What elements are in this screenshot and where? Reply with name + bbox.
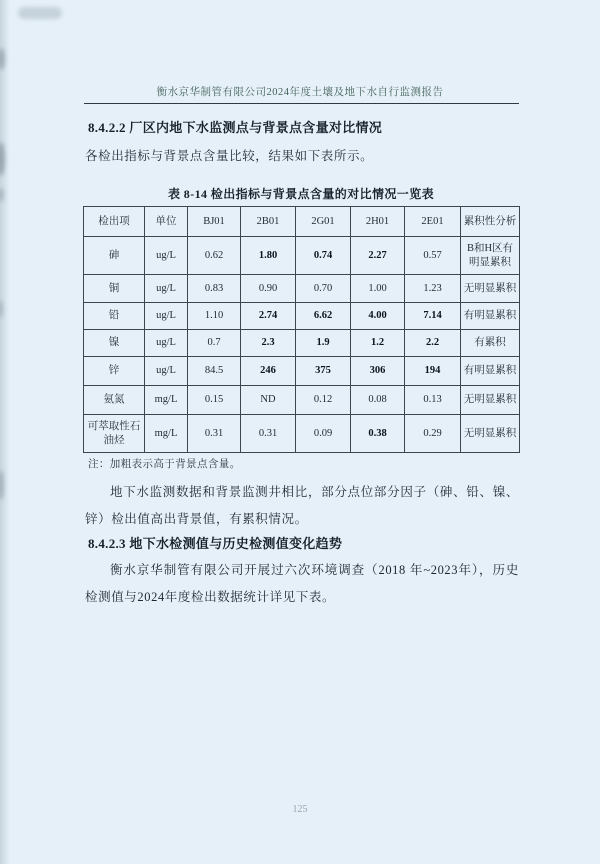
value-cell: 0.08 xyxy=(351,386,405,415)
analysis-cell: 有明显累积 xyxy=(461,303,520,330)
value-cell: 0.70 xyxy=(296,275,351,303)
unit-cell: ug/L xyxy=(145,275,188,303)
col-header-analysis: 累积性分析 xyxy=(461,207,520,237)
history-intro-paragraph: 衡水京华制管有限公司开展过六次环境调查（2018 年~2023年），历史检测值与2024年度检出数据统计详见下表。 xyxy=(85,563,519,604)
col-header-2g01: 2G01 xyxy=(296,207,351,237)
scanner-edge-shadow xyxy=(0,0,10,864)
param-cell: 氨氮 xyxy=(84,386,145,415)
running-header: 衡水京华制管有限公司2024年度土壤及地下水自行监测报告 xyxy=(156,87,444,98)
analysis-cell: 无明显累积 xyxy=(461,275,520,303)
param-cell: 可萃取性石油烃 xyxy=(84,415,145,453)
table-note: 注：加粗表示高于背景点含量。 xyxy=(88,459,241,470)
header-rule xyxy=(84,103,519,104)
table-row xyxy=(84,303,520,330)
page-number: 125 xyxy=(292,804,308,815)
comparison-table xyxy=(83,206,520,453)
analysis-cell: B和H区有明显累积 xyxy=(461,237,520,275)
value-cell: 1.23 xyxy=(405,275,461,303)
value-cell: 194 xyxy=(405,357,461,386)
unit-cell: ug/L xyxy=(145,237,188,275)
value-cell: 0.12 xyxy=(296,386,351,415)
summary-paragraph: 地下水监测数据和背景监测井相比，部分点位部分因子（砷、铅、镍、锌）检出值高出背景值，有累积情况。 xyxy=(85,485,519,526)
scan-artifact xyxy=(0,470,4,500)
value-cell: 0.31 xyxy=(241,415,296,453)
analysis-cell: 无明显累积 xyxy=(461,415,520,453)
table-row xyxy=(84,237,520,275)
col-header-2h01: 2H01 xyxy=(351,207,405,237)
value-cell: 0.83 xyxy=(188,275,241,303)
analysis-cell: 有明显累积 xyxy=(461,357,520,386)
unit-cell: ug/L xyxy=(145,357,188,386)
value-cell: ND xyxy=(241,386,296,415)
value-cell: 2.2 xyxy=(405,330,461,357)
table-title: 表 8-14 检出指标与背景点含量的对比情况一览表 xyxy=(168,187,434,201)
unit-cell: ug/L xyxy=(145,330,188,357)
section-heading-8423: 8.4.2.3 地下水检测值与历史检测值变化趋势 xyxy=(88,536,343,551)
value-cell: 2.27 xyxy=(351,237,405,275)
scan-artifact xyxy=(0,142,5,176)
value-cell: 84.5 xyxy=(188,357,241,386)
value-cell: 2.74 xyxy=(241,303,296,330)
value-cell: 2.3 xyxy=(241,330,296,357)
value-cell: 375 xyxy=(296,357,351,386)
table-row xyxy=(84,386,520,415)
value-cell: 1.2 xyxy=(351,330,405,357)
value-cell: 1.9 xyxy=(296,330,351,357)
value-cell: 1.00 xyxy=(351,275,405,303)
col-header-param: 检出项 xyxy=(84,207,145,237)
table-row xyxy=(84,330,520,357)
value-cell: 0.31 xyxy=(188,415,241,453)
value-cell: 0.57 xyxy=(405,237,461,275)
value-cell: 1.80 xyxy=(241,237,296,275)
col-header-unit: 单位 xyxy=(145,207,188,237)
value-cell: 0.62 xyxy=(188,237,241,275)
value-cell: 246 xyxy=(241,357,296,386)
unit-cell: ug/L xyxy=(145,303,188,330)
table-body xyxy=(84,237,520,453)
scan-artifact xyxy=(0,48,5,70)
analysis-cell: 有累积 xyxy=(461,330,520,357)
value-cell: 0.13 xyxy=(405,386,461,415)
param-cell: 铜 xyxy=(84,275,145,303)
scan-artifact xyxy=(0,300,3,318)
value-cell: 306 xyxy=(351,357,405,386)
table-row xyxy=(84,275,520,303)
col-header-2b01: 2B01 xyxy=(241,207,296,237)
value-cell: 0.15 xyxy=(188,386,241,415)
value-cell: 0.90 xyxy=(241,275,296,303)
param-cell: 铅 xyxy=(84,303,145,330)
value-cell: 0.7 xyxy=(188,330,241,357)
value-cell: 0.29 xyxy=(405,415,461,453)
value-cell: 1.10 xyxy=(188,303,241,330)
unit-cell: mg/L xyxy=(145,386,188,415)
table-row xyxy=(84,357,520,386)
param-cell: 锌 xyxy=(84,357,145,386)
unit-cell: mg/L xyxy=(145,415,188,453)
table-header-row xyxy=(84,207,520,237)
section-heading-8422: 8.4.2.2 厂区内地下水监测点与背景点含量对比情况 xyxy=(88,120,383,135)
col-header-bj01: BJ01 xyxy=(188,207,241,237)
value-cell: 0.38 xyxy=(351,415,405,453)
param-cell: 砷 xyxy=(84,237,145,275)
col-header-2e01: 2E01 xyxy=(405,207,461,237)
scan-artifact xyxy=(18,7,62,19)
value-cell: 7.14 xyxy=(405,303,461,330)
value-cell: 0.09 xyxy=(296,415,351,453)
section-intro-paragraph: 各检出指标与背景点含量比较，结果如下表所示。 xyxy=(85,149,374,163)
value-cell: 0.74 xyxy=(296,237,351,275)
analysis-cell: 无明显累积 xyxy=(461,386,520,415)
value-cell: 6.62 xyxy=(296,303,351,330)
param-cell: 镍 xyxy=(84,330,145,357)
table-row xyxy=(84,415,520,453)
scan-artifact xyxy=(0,188,4,202)
value-cell: 4.00 xyxy=(351,303,405,330)
